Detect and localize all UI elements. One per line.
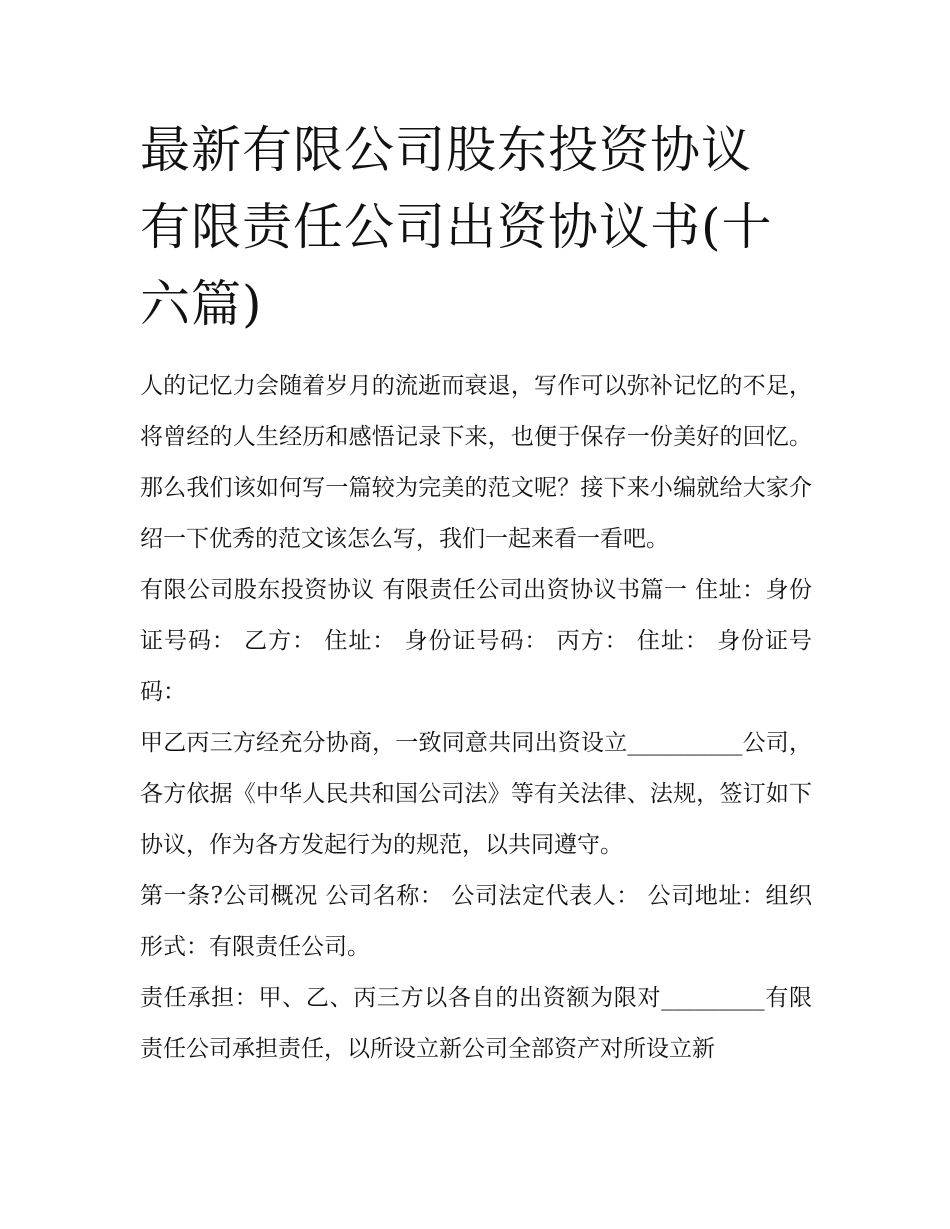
paragraph-article-one: 第一条?公司概况 公司名称： 公司法定代表人： 公司地址：组织形式：有限责任公司。 [140,883,812,960]
document-page [140,112,812,1075]
document-title: 最新有限公司股东投资协议 有限责任公司出资协议书(十六篇) [140,121,773,333]
paragraph-intro: 人的记忆力会随着岁月的流逝而衰退，写作可以弥补记忆的不足，将曾经的人生经历和感悟记录下来，也便于保存一份美好的回忆。那么我们该如何写一篇较为完美的范文呢？接下来小编就给大家介绍一下优秀的范文该怎么写，我们一起来看一看吧。 [140,373,812,552]
paragraph-liability: 责任承担：甲、乙、丙三方以各自的出资额为限对_________有限责任公司承担责任，以所设立新公司全部资产对所设立新 [140,985,812,1062]
paragraph-parties: 有限公司股东投资协议 有限责任公司出资协议书篇一 住址：身份证号码： 乙方： 住址： 身份证号码： 丙方： 住址： 身份证号码： [140,577,812,705]
paragraph-agreement: 甲乙丙三方经充分协商，一致同意共同出资设立__________公司，各方依据《中华人民共和国公司法》等有关法律、法规，签订如下协议，作为各方发起行为的规范，以共同遵守。 [140,730,812,858]
